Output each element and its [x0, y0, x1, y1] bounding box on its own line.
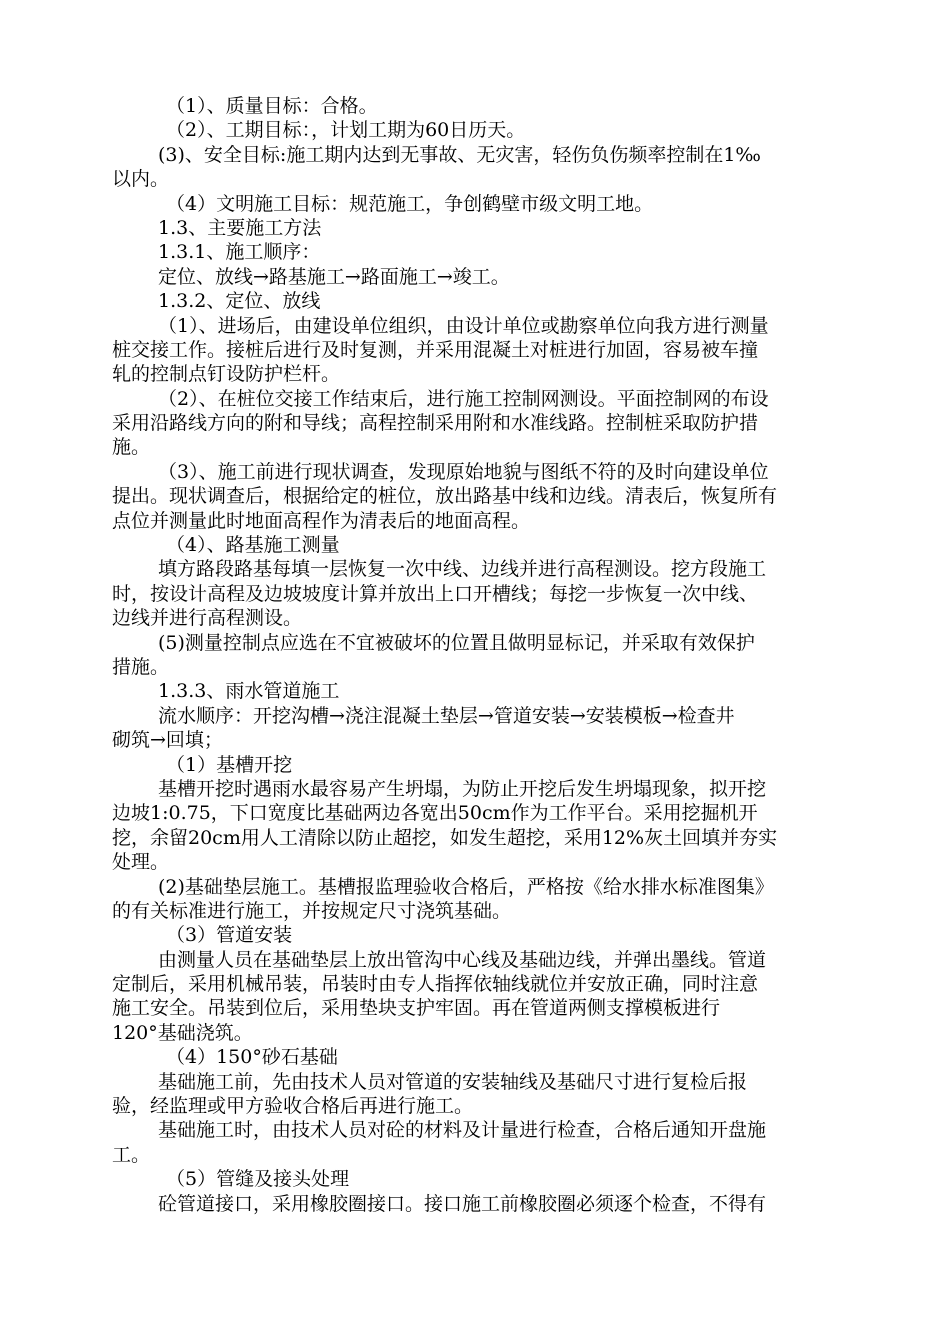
text-line: （4）150°砂石基础 [166, 1046, 338, 1069]
text-line: 流水顺序：开挖沟槽→浇注混凝土垫层→管道安装→安装模板→检查井 [158, 704, 735, 727]
text-line: 提出。现状调查后，根据给定的桩位，放出路基中线和边线。清表后，恢复所有 [112, 485, 778, 508]
text-line: 施。 [112, 436, 151, 459]
text-line: 轧的控制点钉设防护栏杆。 [112, 363, 341, 386]
text-line: 以内。 [112, 168, 170, 191]
text-line: 定制后，采用机械吊装，吊装时由专人指挥依轴线就位并安放正确，同时注意 [112, 973, 759, 996]
text-line: （1）基槽开挖 [166, 753, 293, 776]
text-line: 基础施工前，先由技术人员对管道的安装轴线及基础尺寸进行复检后报 [158, 1070, 748, 1093]
text-line: （5）管缝及接头处理 [166, 1168, 350, 1191]
text-line: 砼管道接口，采用橡胶圈接口。接口施工前橡胶圈必须逐个检查，不得有 [158, 1192, 767, 1215]
text-line: 定位、放线→路基施工→路面施工→竣工。 [158, 265, 510, 288]
text-line: (2)基础垫层施工。基槽报监理验收合格后，严格按《给水排水标准图集》 [158, 875, 774, 898]
text-line: 挖，余留20cm用人工清除以防止超挖，如发生超挖，采用12%灰土回填并夯实 [112, 826, 778, 849]
text-line: 120°基础浇筑。 [112, 1021, 253, 1044]
text-line: 基槽开挖时遇雨水最容易产生坍塌，为防止开挖后发生坍塌现象，拟开挖 [158, 777, 767, 800]
text-line: 验，经监理或甲方验收合格后再进行施工。 [112, 1095, 474, 1118]
document-page [112, 94, 864, 1216]
text-line: 1.3.3、雨水管道施工 [158, 680, 340, 703]
text-line: 砌筑→回填； [112, 729, 223, 752]
text-line: 边坡1:0.75，下口宽度比基础两边各宽出50cm作为工作平台。采用挖掘机开 [112, 802, 758, 825]
text-line: 基础施工时，由技术人员对砼的材料及计量进行检查，合格后通知开盘施 [158, 1119, 767, 1142]
text-line: 1.3.2、定位、放线 [158, 290, 321, 313]
text-line: （3）、施工前进行现状调查，发现原始地貌与图纸不符的及时向建设单位 [158, 460, 769, 483]
text-line: 措施。 [112, 655, 170, 678]
text-line: 1.3.1、施工顺序： [158, 241, 321, 264]
text-line: 点位并测量此时地面高程作为清表后的地面高程。 [112, 509, 531, 532]
text-line: （2）、工期目标：，计划工期为60日历天。 [166, 119, 526, 142]
text-line: （2）、在桩位交接工作结束后，进行施工控制网测设。平面控制网的布设 [158, 387, 769, 410]
text-line: （3）管道安装 [166, 924, 293, 947]
text-line: 施工安全。吊装到位后，采用垫块支护牢固。再在管道两侧支撑模板进行 [112, 997, 721, 1020]
text-line: (3)、安全目标:施工期内达到无事故、无灾害，轻伤负伤频率控制在1‰ [158, 143, 761, 166]
text-line: 采用沿路线方向的附和导线；高程控制采用附和水准线路。控制桩采取防护措 [112, 412, 759, 435]
text-line: 填方路段路基每填一层恢复一次中线、边线并进行高程测设。挖方段施工 [158, 558, 767, 581]
text-line: 边线并进行高程测设。 [112, 607, 303, 630]
text-line: 工。 [112, 1143, 151, 1166]
text-line: 桩交接工作。接桩后进行及时复测，并采用混凝土对桩进行加固，容易被车撞 [112, 338, 759, 361]
text-line: 处理。 [112, 851, 170, 874]
text-line: 由测量人员在基础垫层上放出管沟中心线及基础边线，并弹出墨线。管道 [158, 948, 767, 971]
text-line: （4）文明施工目标：规范施工，争创鹤壁市级文明工地。 [166, 192, 654, 215]
text-line: 的有关标准进行施工，并按规定尺寸浇筑基础。 [112, 899, 512, 922]
text-line: 1.3、主要施工方法 [158, 216, 322, 239]
text-line: （1）、质量目标：合格。 [166, 95, 378, 117]
text-line: （4）、路基施工测量 [166, 534, 340, 557]
text-line: （1）、进场后，由建设单位组织，由设计单位或勘察单位向我方进行测量 [158, 314, 769, 337]
text-line: (5)测量控制点应选在不宜被破坏的位置且做明显标记，并采取有效保护 [158, 631, 755, 654]
text-line: 时，按设计高程及边坡坡度计算并放出上口开槽线；每挖一步恢复一次中线、 [112, 582, 759, 605]
